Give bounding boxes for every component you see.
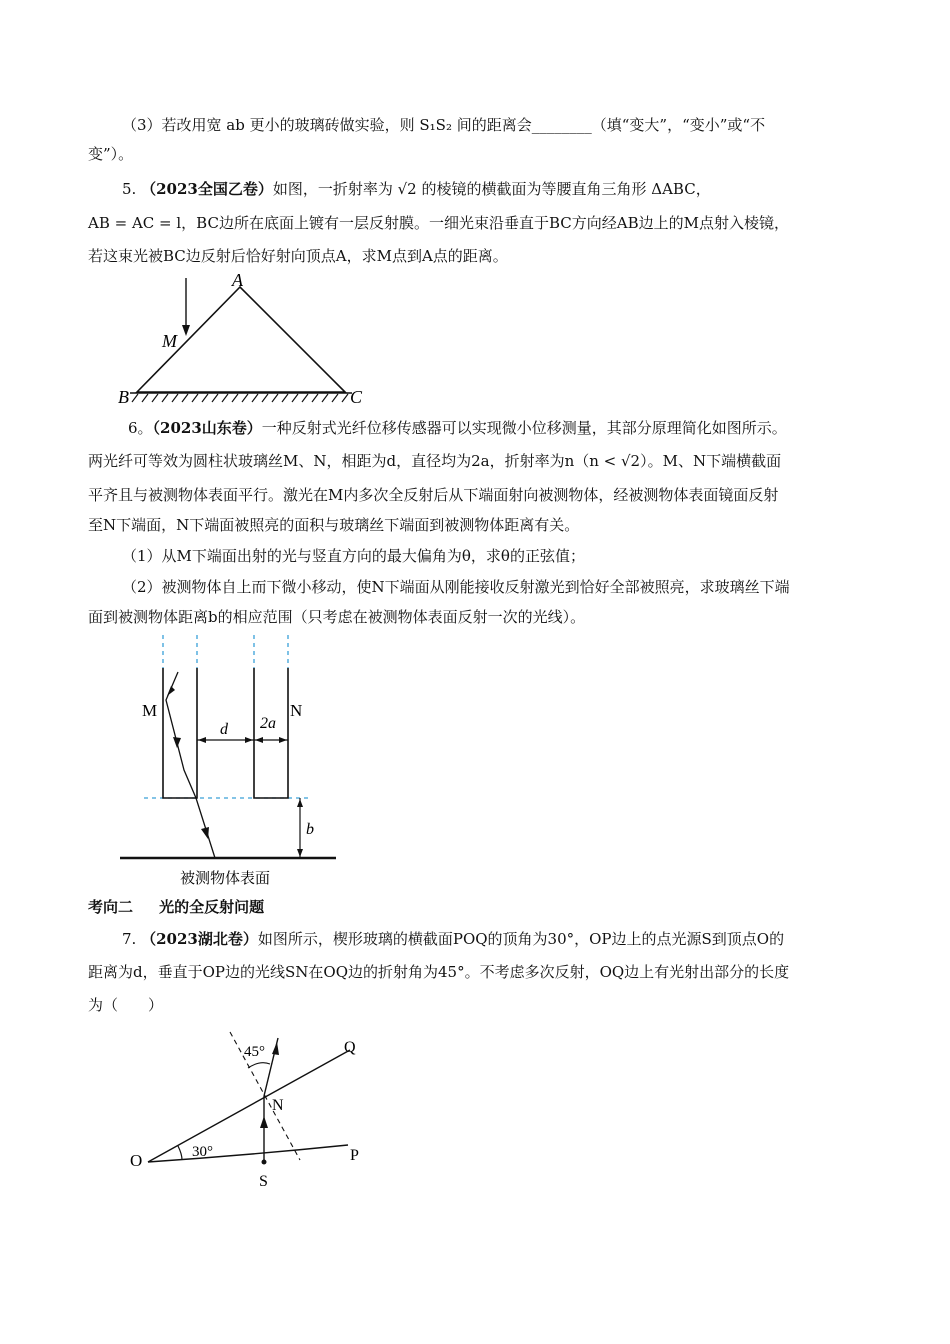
q5-line2: AB = AC = l，BC边所在底面上镀有一层反射膜。一细光束沿垂直于BC方向经AB边上的M点射入棱镜， (88, 214, 789, 232)
section-heading (88, 897, 264, 917)
label-M: M (142, 701, 158, 720)
q5-prism-figure (110, 270, 370, 410)
q7-source: （2023湖北卷） (141, 930, 258, 948)
q5-source: （2023全国乙卷） (141, 180, 273, 198)
normal-line (230, 1032, 300, 1160)
label-O: O (130, 1151, 143, 1170)
q6-source: （2023山东卷） (152, 419, 262, 437)
q5-line1 (122, 179, 711, 199)
arrow-up-icon-2 (272, 1042, 279, 1055)
q6-number: 6。 (128, 419, 153, 437)
q3-line1: （3）若改用宽 ab 更小的玻璃砖做实验，则 S₁S₂ 间的距离会________（填“变大”，“变小”或“不 (122, 116, 766, 134)
q6-line2: 两光纤可等效为圆柱状玻璃丝M、N，相距为d，直径均为2a，折射率为n（n < √2）。M、N下端横截面 (88, 452, 782, 470)
edge-OP (148, 1145, 348, 1162)
ray-arrow-icon-3 (201, 827, 209, 839)
q7-wedge-figure (120, 1020, 380, 1200)
label-N: N (272, 1097, 284, 1114)
label-B: B (118, 387, 129, 407)
arrow-down-icon (182, 325, 190, 336)
arrow-up-icon (260, 1116, 268, 1128)
q6-text1: 一种反射式光纤位移传感器可以实现微小位移测量，其部分原理简化如图所示。 (261, 419, 787, 437)
q6-sub2a: （2）被测物体自上而下微小移动，使N下端面从刚能接收反射激光到恰好全部被照亮，求玻璃丝下端 (122, 578, 790, 596)
label-2a: 2a (260, 715, 276, 732)
section-label: 考向二 (88, 898, 134, 916)
label-N: N (290, 701, 303, 720)
q6-sub2b: 面到被测物体距离b的相应范围（只考虑在被测物体表面反射一次的光线）。 (88, 608, 586, 626)
label-b: b (306, 821, 314, 838)
q7-line1 (122, 929, 784, 949)
section-title: 光的全反射问题 (159, 898, 265, 916)
label-P: P (350, 1147, 359, 1164)
label-d: d (220, 721, 228, 738)
q5-text1: 如图，一折射率为 √2 的棱镜的横截面为等腰直角三角形 ΔABC， (272, 180, 711, 198)
q6-line1 (128, 418, 787, 438)
q3-line2: 变”）。 (88, 145, 134, 163)
label-C: C (350, 387, 363, 407)
fiber-M (163, 668, 197, 798)
q6-sub1: （1）从M下端面出射的光与竖直方向的最大偏角为θ，求θ的正弦值； (122, 547, 585, 565)
q6-line4: 至N下端面，N下端面被照亮的面积与玻璃丝下端面到被测物体距离有关。 (88, 516, 580, 534)
q5-number: 5. (122, 180, 137, 198)
q6-line3: 平齐且与被测物体表面平行。激光在M内多次全反射后从下端面射向被测物体，经被测物体表面镜面反射 (88, 486, 779, 504)
ray-arrow-icon-2 (173, 737, 181, 748)
q5-line3: 若这束光被BC边反射后恰好射向顶点A，求M点到A点的距离。 (88, 247, 508, 265)
q7-line3: 为（ ） (88, 996, 164, 1014)
q7-number: 7. (122, 930, 137, 948)
q7-text1: 如图所示，楔形玻璃的横截面POQ的顶角为30°，OP边上的点光源S到顶点O的 (257, 930, 785, 948)
label-M: M (162, 331, 177, 351)
ray-arrow-icon (167, 686, 175, 696)
q7-line2: 距离为d，垂直于OP边的光线SN在OQ边的折射角为45°。不考虑多次反射，OQ边上有光射出部分的长度 (88, 963, 790, 981)
label-A: A (232, 270, 243, 290)
q6-fiber-figure (110, 630, 360, 890)
angle-45: 45° (244, 1044, 265, 1060)
surface-label: 被测物体表面 (180, 871, 271, 887)
point-S (262, 1160, 267, 1165)
angle-30: 30° (192, 1144, 213, 1160)
label-S: S (259, 1173, 268, 1190)
reflective-film-hatch (132, 394, 348, 402)
fiber-N (254, 668, 288, 798)
label-Q: Q (344, 1039, 356, 1056)
